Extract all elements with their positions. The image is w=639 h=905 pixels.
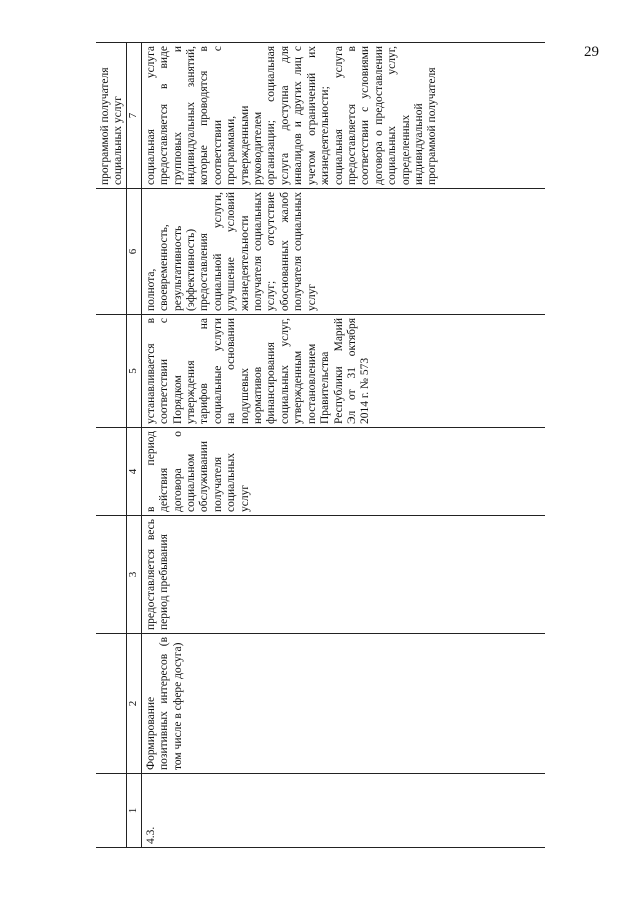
cont-text-7: программой получателя социальных услуг <box>99 67 125 185</box>
header-row <box>126 43 141 848</box>
cell-service-name-text: Формирование позитивных интересов (в том числе в сфере досуга) <box>144 637 184 770</box>
cont-cell-3 <box>96 516 126 634</box>
cell-number <box>141 774 545 848</box>
cell-conditions <box>141 43 545 189</box>
cont-cell-5 <box>96 315 126 428</box>
header-col-5: 5 <box>126 315 141 428</box>
header-col-7: 7 <box>126 43 141 189</box>
cell-volume-text: предоставляется весь период пребывания <box>144 519 171 630</box>
header-col-2: 2 <box>126 634 141 774</box>
cell-conditions-text: социальная услуга предоставляется в виде групповых и индивидуальных занятий, которые проводятся в соответствии с программами, утвержденными руководителем организации; социальная услуга доступна для инвалидов и других лиц с учетом ограничений их жизнедеятельности; социальная услуга предоставляется в соответствии с условиями договора о предоставлении социальных услуг, определенных индивидуальной программой получателя <box>144 46 439 185</box>
header-col-3: 3 <box>126 516 141 634</box>
cont-cell-6 <box>96 189 126 315</box>
table-row <box>141 43 545 848</box>
cell-volume <box>141 516 545 634</box>
page-number: 29 <box>584 44 599 60</box>
rotated-table-wrapper <box>96 43 556 848</box>
cell-tariff-text: устанавливается в соответствии с Порядком утверждения тарифов на социальные услуги на основании подушевых нормативов финансирования социальных услуг, утвержденным постановлением Правительства Республики Марий Эл от 31 октября 2014 г. № 573 <box>144 318 372 424</box>
cont-cell-4 <box>96 428 126 516</box>
header-col-1: 1 <box>126 774 141 848</box>
cont-cell-2 <box>96 634 126 774</box>
cell-quality-text: полнота, своевременность, результативность (эффективность) предоставления социальной услуги, улучшение условий жизнедеятельности получателя социальных услуг; отсутствие обоснованных жалоб получателя социальных услуг <box>144 192 318 311</box>
header-col-6: 6 <box>126 189 141 315</box>
cell-quality <box>141 189 545 315</box>
cell-service-name <box>141 634 545 774</box>
cell-term-text: в период действия договора о социальном обслуживании получателя социальных услуг <box>144 431 251 512</box>
cell-number-text: 4.3. <box>144 826 157 844</box>
cont-cell-1 <box>96 774 126 848</box>
cont-cell-7 <box>96 43 126 189</box>
cell-term <box>141 428 545 516</box>
cell-tariff <box>141 315 545 428</box>
header-col-4: 4 <box>126 428 141 516</box>
services-table <box>96 42 545 848</box>
continuation-row <box>96 43 126 848</box>
